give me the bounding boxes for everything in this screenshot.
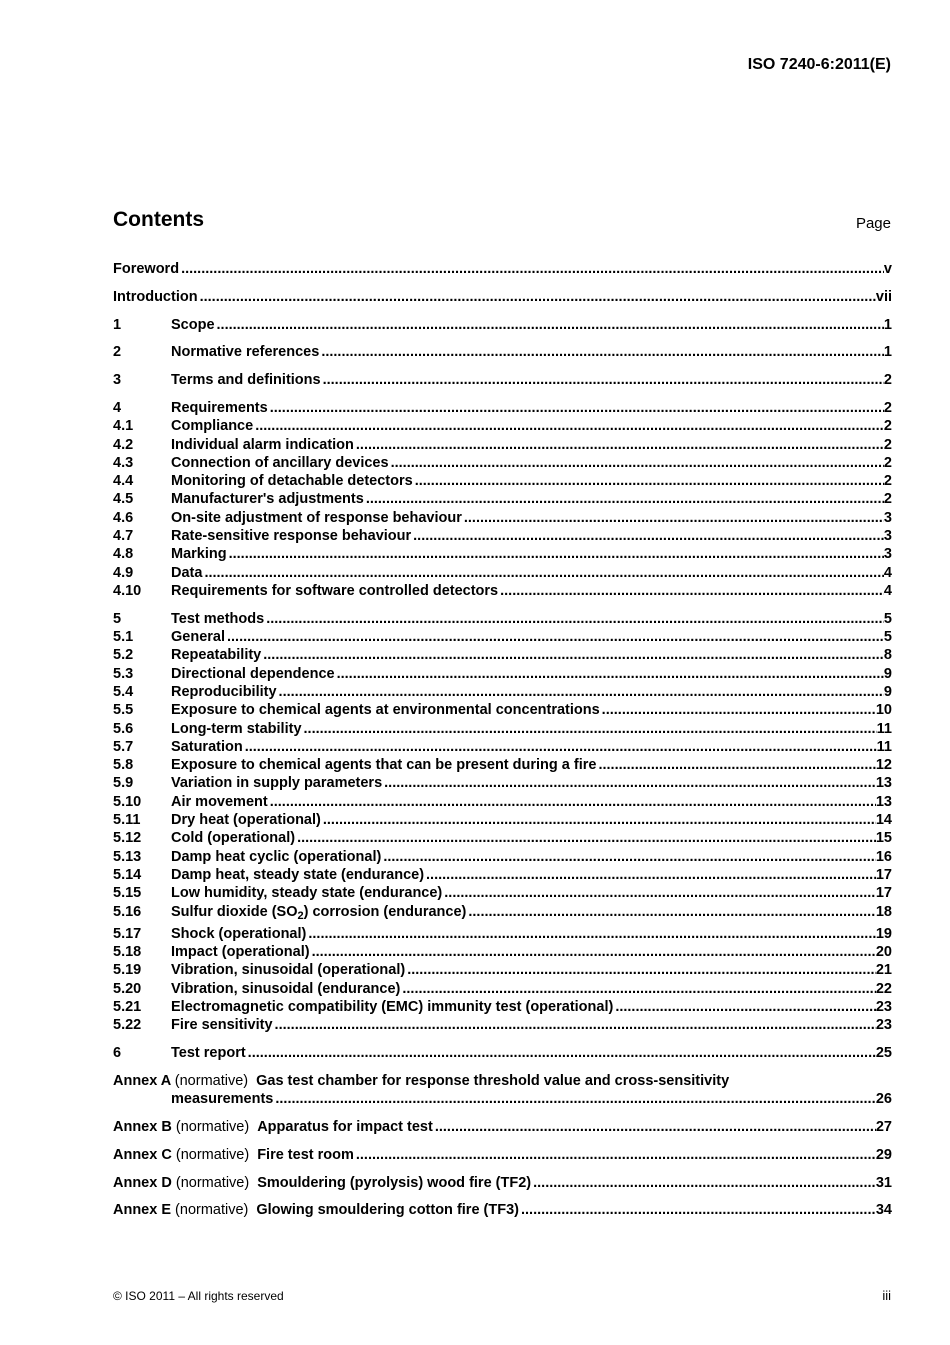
toc-page: 12 xyxy=(875,757,892,774)
toc-entry-annex-a-cont[interactable] xyxy=(113,1090,892,1108)
toc-entry-4-6[interactable] xyxy=(113,509,892,527)
toc-page: 2 xyxy=(883,372,892,389)
toc-page: 23 xyxy=(875,1017,892,1034)
toc-entry-5-16[interactable] xyxy=(113,903,892,921)
toc-title: Air movement xyxy=(171,793,268,810)
toc-entry-5-22[interactable] xyxy=(113,1016,892,1034)
toc-entry-5[interactable] xyxy=(113,610,892,628)
toc-page: 23 xyxy=(875,998,892,1015)
toc-entry-5-4[interactable] xyxy=(113,683,892,701)
toc-title: Test report xyxy=(171,1045,246,1062)
toc-entry-annex-e[interactable] xyxy=(113,1201,892,1219)
toc-title: Long-term stability xyxy=(171,720,302,737)
toc-title: On-site adjustment of response behaviour xyxy=(171,509,462,526)
toc-entry-foreword[interactable] xyxy=(113,260,892,278)
toc-entry-5-3[interactable] xyxy=(113,665,892,683)
annex-title: Fire test room xyxy=(257,1146,354,1163)
annex-letter: Annex C xyxy=(113,1146,172,1163)
toc-number: 4.6 xyxy=(113,509,134,526)
toc-entry-5-13[interactable] xyxy=(113,848,892,866)
toc-number: 5.19 xyxy=(113,962,142,979)
toc-number: 5.10 xyxy=(113,793,142,810)
toc-entry-5-21[interactable] xyxy=(113,998,892,1016)
toc-title-part: ) corrosion (endurance) xyxy=(303,903,467,920)
toc-number: 3 xyxy=(113,372,122,389)
toc-title: Monitoring of detachable detectors xyxy=(171,473,413,490)
toc-page: 8 xyxy=(883,647,892,664)
toc-page: 2 xyxy=(883,491,892,508)
toc-title: Low humidity, steady state (endurance) xyxy=(171,885,443,902)
toc-page: 3 xyxy=(883,509,892,526)
toc-title: Vibration, sinusoidal (operational) xyxy=(171,962,406,979)
toc-entry-4-10[interactable] xyxy=(113,582,892,600)
annex-title: Apparatus for impact test xyxy=(257,1118,433,1135)
annex-letter: Annex E xyxy=(113,1202,172,1219)
toc-page: 11 xyxy=(876,720,892,737)
toc-entry-5-19[interactable] xyxy=(113,961,892,979)
toc-title: Fire sensitivity xyxy=(171,1017,273,1034)
toc-title: Dry heat (operational) xyxy=(171,812,321,829)
toc-number: 5.11 xyxy=(113,812,141,829)
toc-number: 5.5 xyxy=(113,702,134,719)
toc-number: 5.2 xyxy=(113,647,134,664)
toc-entry-2[interactable] xyxy=(113,343,892,361)
toc-number: 4.1 xyxy=(113,418,134,435)
toc-page: 18 xyxy=(875,903,892,920)
toc-page: 22 xyxy=(875,980,892,997)
toc-number: 4 xyxy=(113,399,122,416)
toc-title: Saturation xyxy=(171,738,243,755)
toc-entry-4[interactable] xyxy=(113,399,892,417)
toc-page: 2 xyxy=(883,399,892,416)
toc-entry-4-7[interactable] xyxy=(113,527,892,545)
toc-page: 31 xyxy=(875,1174,892,1191)
annex-label xyxy=(113,1072,248,1090)
toc-number: 5.7 xyxy=(113,738,134,755)
annex-type: (normative) xyxy=(175,1146,250,1163)
annex-type: (normative) xyxy=(175,1174,250,1191)
toc-entry-5-11[interactable] xyxy=(113,811,892,829)
toc-entry-3[interactable] xyxy=(113,371,892,389)
annex-label xyxy=(113,1118,249,1136)
toc-number: 4.7 xyxy=(113,528,134,545)
toc-entry-4-2[interactable] xyxy=(113,436,892,454)
toc-number: 4.8 xyxy=(113,546,134,563)
toc-number: 1 xyxy=(113,316,122,333)
toc-title: Connection of ancillary devices xyxy=(171,454,389,471)
toc-title: Damp heat cyclic (operational) xyxy=(171,848,382,865)
annex-letter: Annex D xyxy=(113,1174,172,1191)
toc-title: Cold (operational) xyxy=(171,830,296,847)
toc-title: Introduction xyxy=(113,288,198,305)
toc-page: 13 xyxy=(875,775,892,792)
toc-page: 13 xyxy=(875,793,892,810)
toc-page: vii xyxy=(875,288,892,305)
toc-title: Manufacturer's adjustments xyxy=(171,491,364,508)
toc-page: 4 xyxy=(883,582,892,599)
annex-title: Glowing smouldering cotton fire (TF3) xyxy=(256,1202,519,1219)
toc-entry-5-20[interactable] xyxy=(113,980,892,998)
toc-page: 1 xyxy=(883,316,892,333)
toc-entry-1[interactable] xyxy=(113,316,892,334)
annex-type: (normative) xyxy=(175,1202,249,1219)
contents-heading: Contents xyxy=(113,208,204,231)
toc-page: v xyxy=(883,261,892,277)
toc-entry-annex-a[interactable] xyxy=(113,1072,892,1090)
toc-page: 15 xyxy=(875,830,892,847)
toc-title: Test methods xyxy=(171,610,265,627)
toc-page: 27 xyxy=(875,1118,892,1135)
toc-page: 1 xyxy=(883,344,892,361)
toc-title: Compliance xyxy=(171,418,254,435)
toc-entry-introduction[interactable] xyxy=(113,288,892,306)
toc-title-part: Sulfur dioxide (SO xyxy=(171,903,298,920)
toc-title: Scope xyxy=(171,316,215,333)
annex-label xyxy=(113,1201,248,1219)
toc-title: Marking xyxy=(171,546,227,563)
toc-entry-4-1[interactable] xyxy=(113,417,892,435)
annex-label xyxy=(113,1174,249,1192)
toc-page: 10 xyxy=(875,702,892,719)
toc-number: 5.1 xyxy=(113,629,134,646)
toc-number: 5.6 xyxy=(113,720,134,737)
annex-letter: Annex A xyxy=(113,1072,171,1089)
toc-page: 3 xyxy=(883,528,892,545)
toc-title: Exposure to chemical agents at environmental concentrations xyxy=(171,702,600,719)
annex-type: (normative) xyxy=(175,1118,250,1135)
toc-entry-5-10[interactable] xyxy=(113,793,892,811)
toc-page: 5 xyxy=(883,610,892,627)
toc-entry-5-9[interactable] xyxy=(113,774,892,792)
toc-page: 2 xyxy=(883,473,892,490)
toc-entry-5-5[interactable] xyxy=(113,701,892,719)
toc-number: 5.21 xyxy=(113,998,142,1015)
toc-title: Requirements for software controlled detectors xyxy=(171,582,499,599)
annex-title-continued: measurements xyxy=(171,1091,274,1108)
toc-number: 5.12 xyxy=(113,830,142,847)
toc-number: 5.17 xyxy=(113,925,142,942)
toc-title: Vibration, sinusoidal (endurance) xyxy=(171,980,401,997)
toc-number: 5.3 xyxy=(113,665,134,682)
toc-page: 20 xyxy=(875,944,892,961)
page-number: iii xyxy=(882,1288,891,1303)
toc-page: 17 xyxy=(875,866,892,883)
toc-entry-5-15[interactable] xyxy=(113,884,892,902)
toc-title: Impact (operational) xyxy=(171,944,310,961)
toc-number: 5.18 xyxy=(113,944,142,961)
toc-page: 2 xyxy=(883,418,892,435)
toc-page: 4 xyxy=(883,564,892,581)
toc-page: 16 xyxy=(875,848,892,865)
toc-number: 5.13 xyxy=(113,848,142,865)
toc-number: 5.14 xyxy=(113,866,142,883)
toc-page: 34 xyxy=(875,1202,892,1219)
toc-title: Terms and definitions xyxy=(171,372,321,389)
toc-page: 5 xyxy=(883,629,892,646)
toc-title: Normative references xyxy=(171,344,320,361)
toc-title: Variation in supply parameters xyxy=(171,775,383,792)
document-id: ISO 7240-6:2011(E) xyxy=(747,56,891,73)
toc-entry-5-6[interactable] xyxy=(113,720,892,738)
toc-entry-5-18[interactable] xyxy=(113,943,892,961)
annex-letter: Annex B xyxy=(113,1118,172,1135)
page-column-label: Page xyxy=(855,215,891,232)
toc-number: 5.9 xyxy=(113,775,134,792)
toc-entry-6[interactable] xyxy=(113,1044,892,1062)
annex-label xyxy=(113,1146,249,1164)
toc-title: Reproducibility xyxy=(171,683,277,700)
toc-number: 5.20 xyxy=(113,980,142,997)
toc-number: 4.10 xyxy=(113,582,142,599)
toc-page: 26 xyxy=(875,1091,892,1108)
toc-page: 19 xyxy=(875,925,892,942)
toc-entry-5-2[interactable] xyxy=(113,646,892,664)
toc-title: General xyxy=(171,629,225,646)
toc-page: 3 xyxy=(883,546,892,563)
table-of-contents xyxy=(113,260,892,1220)
toc-entry-annex-b[interactable] xyxy=(113,1118,892,1136)
toc-page: 2 xyxy=(883,436,892,453)
toc-entry-5-14[interactable] xyxy=(113,866,892,884)
toc-entry-annex-d[interactable] xyxy=(113,1174,892,1192)
toc-title: Repeatability xyxy=(171,647,262,664)
toc-number: 4.9 xyxy=(113,564,134,581)
toc-number: 4.5 xyxy=(113,491,134,508)
annex-title: Gas test chamber for response threshold value and cross-sensitivity xyxy=(256,1072,730,1089)
toc-number: 5.15 xyxy=(113,885,142,902)
toc-title: Requirements xyxy=(171,399,268,416)
toc-title: Individual alarm indication xyxy=(171,436,354,453)
toc-page: 29 xyxy=(875,1146,892,1163)
copyright-notice: © ISO 2011 – All rights reserved xyxy=(113,1289,284,1303)
toc-entry-4-4[interactable] xyxy=(113,472,892,490)
toc-entry-5-7[interactable] xyxy=(113,738,892,756)
toc-entry-5-8[interactable] xyxy=(113,756,892,774)
toc-page: 11 xyxy=(876,738,892,755)
toc-entry-4-3[interactable] xyxy=(113,454,892,472)
toc-number: 4.4 xyxy=(113,473,134,490)
toc-title xyxy=(171,903,466,925)
toc-page: 14 xyxy=(875,812,892,829)
toc-number: 5.22 xyxy=(113,1017,142,1034)
toc-number: 4.2 xyxy=(113,436,134,453)
toc-page: 17 xyxy=(875,885,892,902)
toc-number: 4.3 xyxy=(113,454,134,471)
toc-title: Shock (operational) xyxy=(171,925,307,942)
toc-entry-annex-c[interactable] xyxy=(113,1146,892,1164)
toc-page: 9 xyxy=(883,683,892,700)
toc-number: 5.16 xyxy=(113,903,142,920)
toc-number: 5 xyxy=(113,610,122,627)
toc-number: 5.4 xyxy=(113,683,134,700)
toc-entry-4-9[interactable] xyxy=(113,564,892,582)
toc-entry-5-17[interactable] xyxy=(113,925,892,943)
toc-entry-4-5[interactable] xyxy=(113,490,892,508)
annex-title: Smouldering (pyrolysis) wood fire (TF2) xyxy=(257,1174,532,1191)
toc-entry-5-1[interactable] xyxy=(113,628,892,646)
toc-title: Directional dependence xyxy=(171,665,335,682)
toc-entry-5-12[interactable] xyxy=(113,829,892,847)
toc-title: Foreword xyxy=(113,261,180,277)
toc-number: 6 xyxy=(113,1045,122,1062)
toc-title: Exposure to chemical agents that can be present during a fire xyxy=(171,757,597,774)
toc-title: Electromagnetic compatibility (EMC) immunity test (operational) xyxy=(171,998,614,1015)
toc-page: 21 xyxy=(875,962,892,979)
toc-entry-4-8[interactable] xyxy=(113,545,892,563)
toc-title-subscript: 2 xyxy=(297,909,304,922)
toc-title: Data xyxy=(171,564,203,581)
toc-title: Damp heat, steady state (endurance) xyxy=(171,866,425,883)
toc-title: Rate-sensitive response behaviour xyxy=(171,528,412,545)
toc-page: 9 xyxy=(883,665,892,682)
toc-number: 5.8 xyxy=(113,757,134,774)
toc-page: 25 xyxy=(875,1045,892,1062)
annex-type: (normative) xyxy=(174,1072,249,1089)
toc-page: 2 xyxy=(883,454,892,471)
toc-number: 2 xyxy=(113,344,122,361)
